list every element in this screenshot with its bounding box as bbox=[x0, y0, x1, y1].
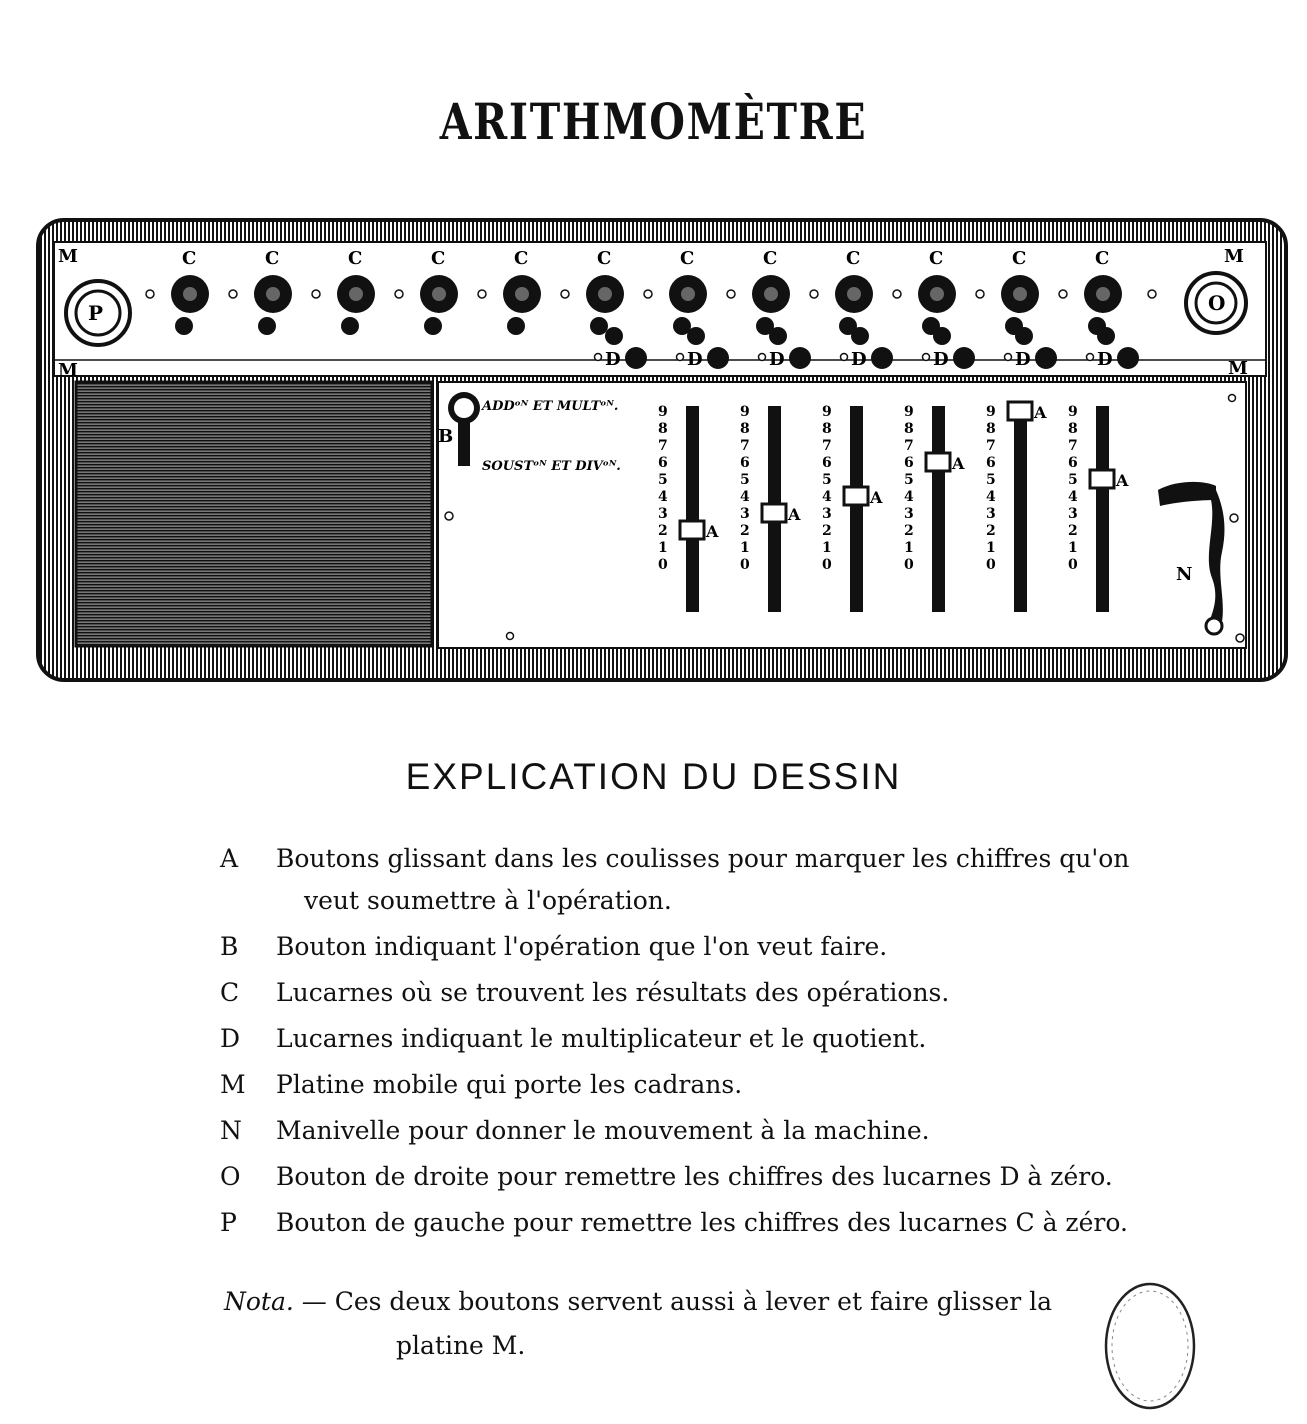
legend-letter: M bbox=[220, 1070, 246, 1099]
nota-label: Nota. bbox=[224, 1287, 294, 1316]
plate-rivet bbox=[759, 354, 766, 361]
scale-digit: 8 bbox=[986, 421, 996, 437]
scale-digit: 7 bbox=[822, 438, 832, 454]
scale-digit: 3 bbox=[822, 506, 832, 522]
scale-digit: 8 bbox=[1068, 421, 1078, 437]
label-d: D bbox=[769, 349, 785, 370]
scale-digit: 2 bbox=[740, 523, 750, 539]
label-m-top-left: M bbox=[58, 246, 78, 267]
multiplier-window-d bbox=[871, 347, 893, 369]
scale-digit: 1 bbox=[986, 540, 996, 556]
legend-item-b bbox=[220, 924, 1200, 970]
nota-line-1 bbox=[224, 1280, 1204, 1324]
multiplier-knob bbox=[933, 327, 951, 345]
label-a: A bbox=[788, 505, 801, 524]
multiplier-knob bbox=[687, 327, 705, 345]
label-d: D bbox=[1097, 349, 1113, 370]
scale-digit: 9 bbox=[822, 404, 832, 420]
scale-digit: 3 bbox=[904, 506, 914, 522]
plate-rivet bbox=[644, 290, 652, 298]
slider-slot bbox=[1096, 406, 1109, 612]
result-window-c-hub bbox=[349, 287, 363, 301]
label-d: D bbox=[851, 349, 867, 370]
label-a: A bbox=[706, 522, 719, 541]
scale-digit: 6 bbox=[1068, 455, 1078, 471]
plate-rivet bbox=[841, 354, 848, 361]
scale-digit: 1 bbox=[1068, 540, 1078, 556]
label-p: P bbox=[88, 301, 104, 325]
plate-rivet bbox=[893, 290, 901, 298]
plate-rivet bbox=[727, 290, 735, 298]
nota-line-2: platine M. bbox=[396, 1331, 526, 1360]
plate-rivet bbox=[1087, 354, 1094, 361]
legend-letter: N bbox=[220, 1116, 242, 1145]
scale-digit: 6 bbox=[658, 455, 668, 471]
scale-digit: 3 bbox=[1068, 506, 1078, 522]
panel-rivet bbox=[1230, 514, 1238, 522]
label-c: C bbox=[431, 248, 446, 269]
legend-text: Bouton de droite pour remettre les chiffres des lucarnes D à zéro. bbox=[276, 1162, 1113, 1191]
result-window-c-knob bbox=[507, 317, 525, 335]
scale-digit: 1 bbox=[658, 540, 668, 556]
legend-item-n bbox=[220, 1108, 1200, 1154]
label-c: C bbox=[597, 248, 612, 269]
legend-letter: O bbox=[220, 1162, 241, 1191]
label-c: C bbox=[846, 248, 861, 269]
scale-digit: 9 bbox=[740, 404, 750, 420]
scale-digit: 9 bbox=[1068, 404, 1078, 420]
result-window-c-hub bbox=[432, 287, 446, 301]
multiplier-knob bbox=[851, 327, 869, 345]
label-c: C bbox=[265, 248, 280, 269]
scale-digit: 5 bbox=[1068, 472, 1078, 488]
scale-digit: 4 bbox=[986, 489, 996, 505]
storage-box bbox=[76, 382, 432, 646]
scale-digit: 6 bbox=[904, 455, 914, 471]
label-m-bottom-left: M bbox=[58, 360, 78, 381]
legend-text: Lucarnes indiquant le multiplicateur et le quotient. bbox=[276, 1024, 927, 1053]
legend-text: Manivelle pour donner le mouvement à la machine. bbox=[276, 1116, 930, 1145]
label-d: D bbox=[1015, 349, 1031, 370]
plate-rivet bbox=[229, 290, 237, 298]
legend-item-c bbox=[220, 970, 1200, 1016]
result-window-c-hub bbox=[183, 287, 197, 301]
plate-rivet bbox=[923, 354, 930, 361]
label-d: D bbox=[687, 349, 703, 370]
result-window-c-knob bbox=[175, 317, 193, 335]
label-c: C bbox=[348, 248, 363, 269]
scale-digit: 1 bbox=[740, 540, 750, 556]
scale-digit: 5 bbox=[658, 472, 668, 488]
scale-digit: 6 bbox=[822, 455, 832, 471]
legend-item-d bbox=[220, 1016, 1200, 1062]
result-window-c-hub bbox=[1013, 287, 1027, 301]
result-window-c-hub bbox=[847, 287, 861, 301]
panel-rivet bbox=[1236, 634, 1244, 642]
label-n: N bbox=[1176, 564, 1193, 585]
scale-digit: 2 bbox=[986, 523, 996, 539]
plate-rivet bbox=[595, 354, 602, 361]
scale-digit: 9 bbox=[904, 404, 914, 420]
result-window-c-knob bbox=[424, 317, 442, 335]
scale-digit: 1 bbox=[904, 540, 914, 556]
result-window-c-knob bbox=[590, 317, 608, 335]
result-window-c-knob bbox=[341, 317, 359, 335]
multiplier-window-d bbox=[625, 347, 647, 369]
slider-button-a bbox=[680, 521, 704, 539]
multiplier-window-d bbox=[1117, 347, 1139, 369]
scale-digit: 5 bbox=[740, 472, 750, 488]
multiplier-window-d bbox=[1035, 347, 1057, 369]
label-m-top-right: M bbox=[1224, 246, 1244, 267]
label-c: C bbox=[1095, 248, 1110, 269]
slider-panel bbox=[438, 382, 1246, 648]
result-window-c-hub bbox=[1096, 287, 1110, 301]
explanation-heading: EXPLICATION DU DESSIN bbox=[405, 756, 902, 797]
nota-note bbox=[224, 1280, 1204, 1368]
multiplier-knob bbox=[605, 327, 623, 345]
legend-text: Bouton de gauche pour remettre les chiffres des lucarnes C à zéro. bbox=[276, 1208, 1128, 1237]
scale-digit: 3 bbox=[740, 506, 750, 522]
scale-digit: 3 bbox=[658, 506, 668, 522]
scale-digit: 0 bbox=[822, 557, 832, 573]
scale-digit: 6 bbox=[986, 455, 996, 471]
legend-letter: A bbox=[220, 844, 239, 873]
mobile-plate bbox=[54, 242, 1266, 376]
slider-button-a bbox=[926, 453, 950, 471]
multiplier-window-d bbox=[789, 347, 811, 369]
scale-digit: 2 bbox=[658, 523, 668, 539]
scale-digit: 4 bbox=[658, 489, 668, 505]
arithmometer-diagram bbox=[36, 218, 1288, 682]
scale-digit: 8 bbox=[740, 421, 750, 437]
panel-rivet bbox=[445, 512, 453, 520]
label-m-bottom-right: M bbox=[1228, 358, 1248, 379]
panel-rivet bbox=[1229, 395, 1236, 402]
library-stamp bbox=[1100, 1276, 1200, 1416]
scale-digit: 5 bbox=[986, 472, 996, 488]
scale-digit: 7 bbox=[904, 438, 914, 454]
legend-text: Platine mobile qui porte les cadrans. bbox=[276, 1070, 743, 1099]
scale-digit: 3 bbox=[986, 506, 996, 522]
legend-list bbox=[220, 836, 1200, 1246]
crank-n-pivot bbox=[1206, 618, 1222, 634]
legend-text: Lucarnes où se trouvent les résultats des opérations. bbox=[276, 978, 950, 1007]
legend-item-p bbox=[220, 1200, 1200, 1246]
scale-digit: 2 bbox=[904, 523, 914, 539]
legend-letter: B bbox=[220, 932, 239, 961]
slider-slot bbox=[686, 406, 699, 612]
result-window-c-hub bbox=[681, 287, 695, 301]
legend-text: Boutons glissant dans les coulisses pour marquer les chiffres qu'on bbox=[276, 844, 1130, 873]
scale-digit: 0 bbox=[740, 557, 750, 573]
legend-letter: D bbox=[220, 1024, 241, 1053]
label-d: D bbox=[605, 349, 621, 370]
legend-text-continued: veut soumettre à l'opération. bbox=[304, 886, 672, 915]
result-window-c-hub bbox=[930, 287, 944, 301]
label-c: C bbox=[1012, 248, 1027, 269]
legend-text: Bouton indiquant l'opération que l'on veut faire. bbox=[276, 932, 888, 961]
slider-button-a bbox=[1090, 470, 1114, 488]
scale-digit: 6 bbox=[740, 455, 750, 471]
label-a: A bbox=[870, 488, 883, 507]
scale-digit: 1 bbox=[822, 540, 832, 556]
scale-digit: 8 bbox=[904, 421, 914, 437]
scale-digit: 8 bbox=[658, 421, 668, 437]
scale-digit: 7 bbox=[740, 438, 750, 454]
result-window-c-hub bbox=[598, 287, 612, 301]
scale-digit: 4 bbox=[1068, 489, 1078, 505]
label-c: C bbox=[763, 248, 778, 269]
result-window-c-knob bbox=[258, 317, 276, 335]
operation-switch-b-slot bbox=[458, 422, 470, 466]
multiplier-window-d bbox=[953, 347, 975, 369]
legend-item-m bbox=[220, 1062, 1200, 1108]
scale-digit: 2 bbox=[822, 523, 832, 539]
multiplier-knob bbox=[769, 327, 787, 345]
label-c: C bbox=[680, 248, 695, 269]
plate-rivet bbox=[395, 290, 403, 298]
scale-digit: 9 bbox=[658, 404, 668, 420]
label-c: C bbox=[929, 248, 944, 269]
legend-letter: C bbox=[220, 978, 240, 1007]
slider-button-a bbox=[762, 504, 786, 522]
multiplier-window-d bbox=[707, 347, 729, 369]
plate-rivet bbox=[976, 290, 984, 298]
slider-slot bbox=[1014, 406, 1027, 612]
legend-letter: P bbox=[220, 1208, 237, 1237]
operation-switch-b-face bbox=[454, 398, 474, 418]
scale-digit: 5 bbox=[822, 472, 832, 488]
legend-item-o bbox=[220, 1154, 1200, 1200]
scale-digit: 4 bbox=[822, 489, 832, 505]
multiplier-knob bbox=[1015, 327, 1033, 345]
plate-rivet bbox=[561, 290, 569, 298]
scale-digit: 0 bbox=[1068, 557, 1078, 573]
scale-digit: 7 bbox=[658, 438, 668, 454]
label-c: C bbox=[182, 248, 197, 269]
label-a: A bbox=[1116, 471, 1129, 490]
slider-slot bbox=[932, 406, 945, 612]
plate-rivet bbox=[810, 290, 818, 298]
label-c: C bbox=[514, 248, 529, 269]
panel-rivet bbox=[507, 633, 514, 640]
scale-digit: 9 bbox=[986, 404, 996, 420]
label-d: D bbox=[933, 349, 949, 370]
scale-digit: 4 bbox=[740, 489, 750, 505]
scale-digit: 0 bbox=[904, 557, 914, 573]
switch-add-label: ADDᵒᴺ ET MULTᵒᴺ. bbox=[482, 399, 619, 414]
scale-digit: 4 bbox=[904, 489, 914, 505]
legend-item-a bbox=[220, 836, 1200, 924]
scale-digit: 0 bbox=[658, 557, 668, 573]
plate-rivet bbox=[1005, 354, 1012, 361]
label-o: O bbox=[1208, 291, 1226, 315]
slider-button-a bbox=[1008, 402, 1032, 420]
scale-digit: 2 bbox=[1068, 523, 1078, 539]
scale-digit: 7 bbox=[986, 438, 996, 454]
plate-rivet bbox=[312, 290, 320, 298]
page-title: ARITHMOMÈTRE bbox=[439, 92, 868, 151]
result-window-c-hub bbox=[764, 287, 778, 301]
nota-text: — Ces deux boutons servent aussi à lever et faire glisser la bbox=[293, 1287, 1053, 1316]
slider-slot bbox=[850, 406, 863, 612]
switch-sub-label: SOUSTᵒᴺ ET DIVᵒᴺ. bbox=[482, 459, 621, 474]
plate-rivet bbox=[1059, 290, 1067, 298]
plate-rivet bbox=[1148, 290, 1156, 298]
result-window-c-hub bbox=[515, 287, 529, 301]
label-b: B bbox=[438, 426, 454, 447]
scale-digit: 0 bbox=[986, 557, 996, 573]
scale-digit: 8 bbox=[822, 421, 832, 437]
scale-digit: 5 bbox=[904, 472, 914, 488]
plate-rivet bbox=[478, 290, 486, 298]
plate-rivet bbox=[146, 290, 154, 298]
label-a: A bbox=[952, 454, 965, 473]
multiplier-knob bbox=[1097, 327, 1115, 345]
slider-button-a bbox=[844, 487, 868, 505]
result-window-c-hub bbox=[266, 287, 280, 301]
plate-rivet bbox=[677, 354, 684, 361]
label-a: A bbox=[1034, 403, 1047, 422]
scale-digit: 7 bbox=[1068, 438, 1078, 454]
